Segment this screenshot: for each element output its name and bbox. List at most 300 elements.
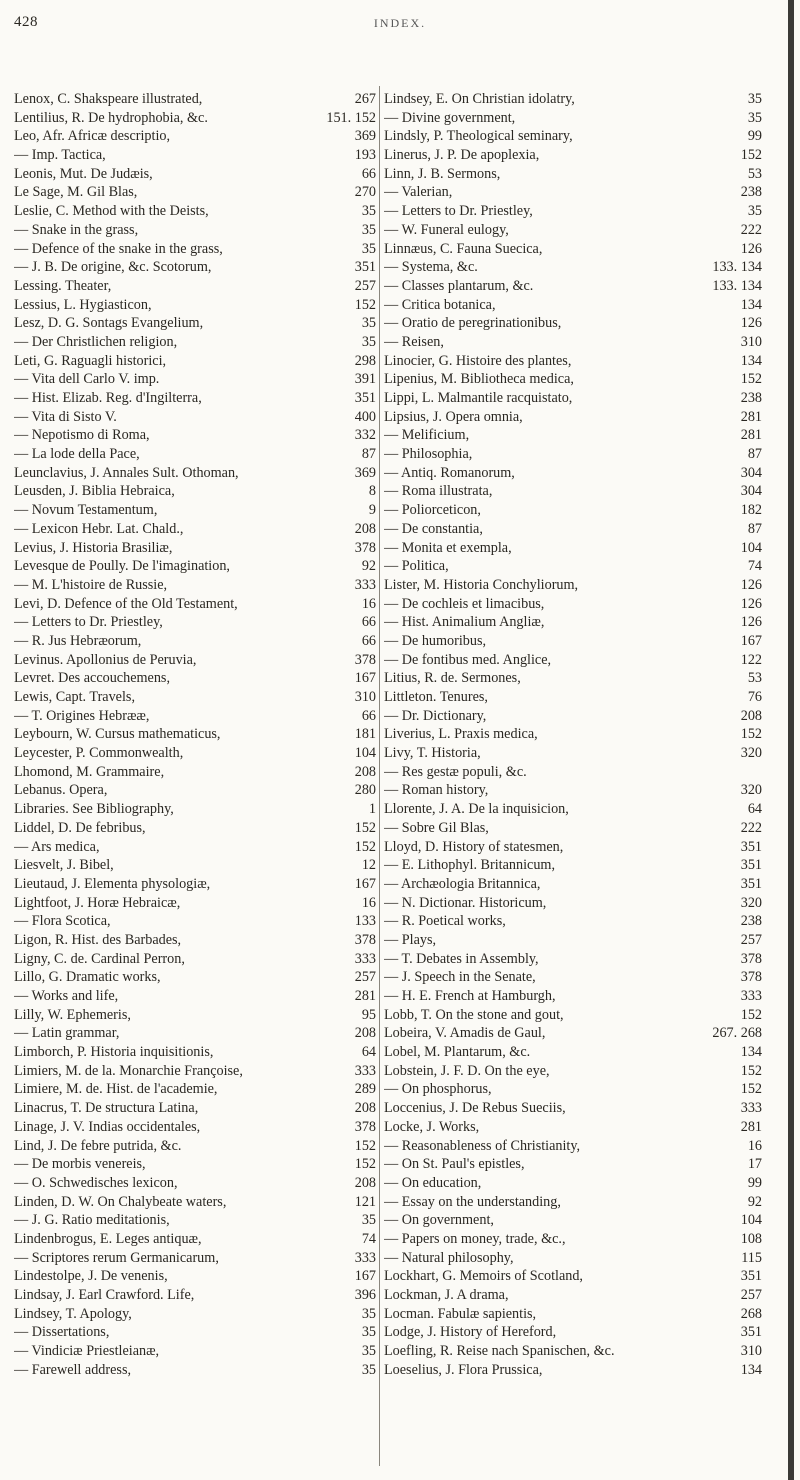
entry-page: 208 — [740, 707, 762, 724]
entry-page: 66 — [361, 165, 376, 182]
entry-text: — De morbis venereis, — [14, 1156, 146, 1173]
entry-page: 134 — [740, 1361, 762, 1378]
index-entry — [14, 501, 376, 520]
entry-text: Lentilius, R. De hydrophobia, &c. — [14, 109, 208, 126]
entry-text: — E. Lithophyl. Britannicum, — [384, 857, 556, 874]
entry-page: 35 — [747, 91, 762, 107]
entry-page: 208 — [354, 520, 376, 537]
index-entry — [14, 613, 376, 632]
entry-page: 193 — [354, 147, 376, 164]
index-entry — [384, 651, 762, 670]
index-entry — [384, 90, 762, 109]
entry-page: 126 — [740, 614, 762, 631]
entry-page: 281 — [740, 427, 762, 444]
entry-text: Leybourn, W. Cursus mathematicus, — [14, 726, 221, 743]
index-entry — [384, 987, 762, 1006]
entry-text: — M. L'histoire de Russie, — [14, 576, 168, 593]
entry-text: Linage, J. V. Indias occidentales, — [14, 1118, 201, 1135]
entry-page: 74 — [361, 1230, 376, 1247]
index-entry — [14, 763, 376, 782]
entry-page: 134 — [740, 296, 762, 313]
entry-text: Leunclavius, J. Annales Sult. Othoman, — [14, 464, 239, 481]
entry-text: Loefling, R. Reise nach Spanischen, &c. — [384, 1343, 615, 1360]
index-entry — [14, 1361, 376, 1380]
entry-text: Levi, D. Defence of the Old Testament, — [14, 595, 238, 612]
index-entry — [14, 968, 376, 987]
entry-page: 53 — [747, 670, 762, 687]
entry-text: — Works and life, — [14, 988, 119, 1004]
entry-page: 35 — [361, 221, 376, 238]
index-entry — [384, 296, 762, 315]
index-entry — [14, 426, 376, 445]
entry-page: 238 — [740, 913, 762, 930]
entry-page: 333 — [354, 1249, 376, 1266]
entry-page: 369 — [354, 128, 376, 145]
index-entry — [384, 1305, 762, 1324]
entry-text: — T. Origines Hebrææ, — [14, 707, 150, 724]
entry-text: — Philosophia, — [384, 446, 473, 463]
index-entry — [14, 1342, 376, 1361]
index-entry — [384, 1006, 762, 1025]
entry-page: 351 — [740, 857, 762, 874]
entry-text: Liddel, D. De febribus, — [14, 819, 146, 836]
entry-text: Leonis, Mut. De Judæis, — [14, 165, 153, 182]
entry-text: — Vita di Sisto V. — [14, 408, 117, 425]
index-entry — [384, 333, 762, 352]
entry-text: Llorente, J. A. De la inquisicion, — [384, 801, 569, 818]
entry-page: 64 — [747, 801, 762, 818]
entry-page: 133 — [354, 913, 376, 930]
entry-page: 104 — [354, 745, 376, 762]
index-entry — [14, 258, 376, 277]
entry-page: 126 — [740, 315, 762, 332]
entry-text: — Classes plantarum, &c. — [384, 277, 534, 294]
entry-page: 152 — [740, 147, 762, 164]
entry-text: Libraries. See Bibliography, — [14, 801, 174, 818]
entry-text: Locman. Fabulæ sapientis, — [384, 1305, 537, 1322]
entry-text: Locke, J. Works, — [384, 1118, 480, 1135]
entry-text: Ligon, R. Hist. des Barbades, — [14, 931, 182, 948]
index-entry — [14, 482, 376, 501]
entry-page: 122 — [740, 651, 762, 668]
entry-page: 238 — [740, 390, 762, 406]
entry-page: 333 — [354, 1062, 376, 1079]
entry-text: — J. G. Ratio meditationis, — [14, 1212, 170, 1229]
entry-text: — R. Poetical works, — [384, 913, 506, 930]
entry-text: — On St. Paul's epistles, — [384, 1156, 525, 1173]
index-entry — [384, 1211, 762, 1230]
entry-text: — Politica, — [384, 558, 449, 575]
entry-page: 152 — [354, 1156, 376, 1173]
index-entry — [14, 1211, 376, 1230]
entry-page: 320 — [740, 782, 762, 799]
entry-text: Lewis, Capt. Travels, — [14, 689, 135, 705]
index-entry — [384, 277, 762, 296]
index-entry — [384, 725, 762, 744]
index-entry — [384, 1267, 762, 1286]
entry-text: — Critica botanica, — [384, 296, 496, 313]
entry-page: 208 — [354, 763, 376, 780]
entry-text: — Roma illustrata, — [384, 483, 493, 500]
running-head: INDEX. — [373, 16, 427, 30]
entry-text: Linden, D. W. On Chalybeate waters, — [14, 1193, 227, 1210]
entry-page: 378 — [740, 950, 762, 967]
entry-text: — On phosphorus, — [384, 1081, 492, 1098]
entry-text: Lister, M. Historia Conchyliorum, — [384, 576, 579, 593]
entry-page: 396 — [354, 1287, 376, 1303]
entry-text: Lilly, W. Ephemeris, — [14, 1006, 131, 1023]
entry-text: Lindsly, P. Theological seminary, — [384, 128, 573, 145]
entry-page: 35 — [747, 203, 762, 220]
index-entry — [14, 127, 376, 146]
entry-text: Lillo, G. Dramatic works, — [14, 969, 161, 986]
entry-page: 17 — [747, 1156, 762, 1173]
entry-text: — Divine government, — [384, 109, 516, 126]
entry-page: 267 — [354, 91, 376, 107]
entry-text: — J. B. De origine, &c. Scotorum, — [14, 259, 212, 276]
index-entry — [384, 931, 762, 950]
index-entry — [384, 1155, 762, 1174]
index-entry — [14, 725, 376, 744]
entry-page: 268 — [740, 1305, 762, 1322]
entry-page: 289 — [354, 1081, 376, 1098]
entry-page: 16 — [361, 894, 376, 911]
index-entry — [384, 1118, 762, 1137]
entry-text: — De humoribus, — [384, 632, 487, 649]
entry-text: Loeselius, J. Flora Prussica, — [384, 1361, 543, 1378]
index-entry — [14, 370, 376, 389]
index-entry — [14, 1174, 376, 1193]
index-entry — [384, 781, 762, 800]
index-entry — [384, 127, 762, 146]
index-entry — [14, 1193, 376, 1212]
entry-page: 8 — [368, 483, 376, 500]
index-entry — [14, 240, 376, 259]
index-entry — [14, 819, 376, 838]
entry-page: 369 — [354, 464, 376, 481]
index-entry — [384, 501, 762, 520]
entry-text: Leslie, C. Method with the Deists, — [14, 203, 209, 220]
entry-text: Levius, J. Historia Brasiliæ, — [14, 539, 173, 556]
entry-text: — Lexicon Hebr. Lat. Chald., — [14, 520, 184, 537]
entry-page: 64 — [361, 1044, 376, 1061]
left-column — [14, 90, 376, 1379]
index-entry — [14, 1006, 376, 1025]
entry-text: — De constantia, — [384, 520, 483, 537]
entry-page: 35 — [361, 1361, 376, 1378]
index-entry — [384, 109, 762, 128]
index-entry — [384, 202, 762, 221]
index-entry — [14, 333, 376, 352]
index-entry — [384, 1230, 762, 1249]
entry-page: 151. 152 — [326, 109, 376, 126]
index-entry — [384, 1024, 762, 1043]
index-entry — [14, 669, 376, 688]
entry-page: 152 — [354, 296, 376, 313]
entry-page: 257 — [740, 1287, 762, 1303]
entry-text: Lindenbrogus, E. Leges antiquæ, — [14, 1230, 202, 1247]
entry-text: — Sobre Gil Blas, — [384, 819, 489, 836]
entry-text: — Vita dell Carlo V. imp. — [14, 371, 160, 388]
entry-text: — La lode della Pace, — [14, 446, 140, 463]
entry-page: 280 — [354, 782, 376, 799]
entry-page: 66 — [361, 632, 376, 649]
index-entry — [14, 912, 376, 931]
entry-text: — Monita et exempla, — [384, 539, 512, 556]
index-entry — [14, 950, 376, 969]
entry-text: Levret. Des accouchemens, — [14, 670, 170, 687]
entry-page: 400 — [354, 408, 376, 425]
index-entry — [14, 183, 376, 202]
entry-text: — Roman history, — [384, 782, 489, 799]
index-entry — [384, 707, 762, 726]
index-entry — [384, 389, 762, 408]
entry-page: 134 — [740, 1044, 762, 1061]
index-entry — [384, 426, 762, 445]
entry-page: 222 — [740, 221, 762, 238]
index-entry — [14, 856, 376, 875]
index-entry — [384, 146, 762, 165]
entry-page: 378 — [354, 651, 376, 668]
index-entry — [14, 875, 376, 894]
entry-text: — Oratio de peregrinationibus, — [384, 315, 562, 332]
index-entry — [384, 856, 762, 875]
index-entry — [384, 1137, 762, 1156]
index-entry — [14, 109, 376, 128]
entry-text: Leycester, P. Commonwealth, — [14, 745, 184, 762]
index-entry — [14, 1118, 376, 1137]
entry-text: — J. Speech in the Senate, — [384, 969, 536, 986]
entry-page: 351 — [740, 838, 762, 855]
entry-text: — On education, — [384, 1174, 482, 1191]
entry-text: — Res gestæ populi, &c. — [384, 763, 527, 780]
entry-text: Lipsius, J. Opera omnia, — [384, 408, 523, 425]
index-entry — [14, 296, 376, 315]
index-entry — [14, 632, 376, 651]
entry-page: 310 — [354, 689, 376, 705]
entry-text: Limiers, M. de la. Monarchie Françoise, — [14, 1062, 243, 1079]
entry-text: — On government, — [384, 1212, 494, 1229]
entry-text: — Papers on money, trade, &c., — [384, 1230, 566, 1247]
entry-text: Loccenius, J. De Rebus Sueciis, — [384, 1100, 566, 1117]
entry-page: 16 — [747, 1137, 762, 1154]
index-entry — [14, 165, 376, 184]
index-entry — [14, 707, 376, 726]
entry-page: 378 — [354, 539, 376, 556]
entry-page: 267. 268 — [712, 1025, 762, 1042]
entry-page: 76 — [747, 689, 762, 705]
page-number: 428 — [14, 14, 38, 30]
entry-page: 333 — [740, 1100, 762, 1117]
entry-text: — Poliorceticon, — [384, 502, 481, 519]
entry-text: Le Sage, M. Gil Blas, — [14, 184, 138, 201]
entry-text: Livy, T. Historia, — [384, 745, 481, 762]
entry-page: 99 — [747, 128, 762, 145]
entry-text: — Der Christlichen religion, — [14, 333, 178, 350]
index-entry — [384, 258, 762, 277]
entry-text: — Letters to Dr. Priestley, — [384, 203, 533, 220]
entry-text: Linnæus, C. Fauna Suecica, — [384, 240, 543, 257]
entry-text: — R. Jus Hebræorum, — [14, 632, 142, 649]
entry-text: Lindsey, T. Apology, — [14, 1305, 132, 1322]
entry-text: — W. Funeral eulogy, — [384, 221, 509, 238]
entry-text: Linocier, G. Histoire des plantes, — [384, 352, 572, 369]
entry-text: Litius, R. de. Sermones, — [384, 670, 521, 687]
entry-page: 92 — [361, 558, 376, 575]
entry-page: 35 — [361, 203, 376, 220]
entry-page: 152 — [740, 726, 762, 743]
entry-page: 333 — [740, 988, 762, 1004]
index-entry — [384, 183, 762, 202]
index-entry — [384, 1099, 762, 1118]
entry-text: Lockhart, G. Memoirs of Scotland, — [384, 1268, 583, 1285]
index-entry — [384, 800, 762, 819]
index-entry — [384, 1043, 762, 1062]
index-entry — [384, 875, 762, 894]
entry-page: 304 — [740, 483, 762, 500]
entry-page: 167 — [740, 632, 762, 649]
entry-text: — Hist. Elizab. Reg. d'Ingilterra, — [14, 390, 202, 406]
index-entry — [14, 408, 376, 427]
index-entry — [384, 688, 762, 707]
index-entry — [14, 800, 376, 819]
entry-page: 74 — [747, 558, 762, 575]
entry-text: — Reisen, — [384, 333, 444, 350]
entry-page: 35 — [361, 1324, 376, 1341]
entry-text: Liesvelt, J. Bibel, — [14, 857, 114, 874]
entry-text: Levinus. Apollonius de Peruvia, — [14, 651, 197, 668]
entry-text: — O. Schwedisches lexicon, — [14, 1174, 178, 1191]
index-entry — [384, 464, 762, 483]
right-column — [384, 90, 762, 1379]
entry-page: 351 — [740, 1324, 762, 1341]
index-entry — [384, 576, 762, 595]
index-entry — [14, 520, 376, 539]
entry-page: 332 — [354, 427, 376, 444]
entry-page: 257 — [354, 277, 376, 294]
entry-page: 378 — [354, 1118, 376, 1135]
entry-page: 281 — [740, 408, 762, 425]
index-entry — [384, 669, 762, 688]
index-entry — [384, 314, 762, 333]
page-edge-shadow — [788, 0, 794, 1480]
column-divider — [379, 86, 380, 1466]
entry-page: 104 — [740, 539, 762, 556]
index-entry — [384, 1080, 762, 1099]
entry-text: — Plays, — [384, 931, 437, 948]
index-entry — [14, 389, 376, 408]
entry-text: — Antiq. Romanorum, — [384, 464, 515, 481]
entry-page: 391 — [354, 371, 376, 388]
entry-text: — Flora Scotica, — [14, 913, 111, 930]
entry-page: 35 — [361, 1212, 376, 1229]
entry-page: 208 — [354, 1174, 376, 1191]
entry-page: 126 — [740, 576, 762, 593]
entry-page: 35 — [361, 333, 376, 350]
entry-text: Lind, J. De febre putrida, &c. — [14, 1137, 182, 1154]
entry-text: — De cochleis et limacibus, — [384, 595, 545, 612]
entry-page: 281 — [354, 988, 376, 1004]
entry-text: — Latin grammar, — [14, 1025, 120, 1042]
entry-page: 99 — [747, 1174, 762, 1191]
entry-text: Ligny, C. de. Cardinal Perron, — [14, 950, 185, 967]
index-entry — [384, 894, 762, 913]
entry-page: 95 — [361, 1006, 376, 1023]
index-entry — [384, 1193, 762, 1212]
index-entry — [14, 1043, 376, 1062]
index-entry — [14, 1305, 376, 1324]
index-entry — [384, 613, 762, 632]
entry-page: 35 — [361, 1343, 376, 1360]
index-entry — [384, 1062, 762, 1081]
entry-text: Lindestolpe, J. De venenis, — [14, 1268, 168, 1285]
index-entry — [384, 1249, 762, 1268]
index-entry — [14, 1155, 376, 1174]
entry-text: — H. E. French at Hamburgh, — [384, 988, 556, 1004]
entry-text: Lodge, J. History of Hereford, — [384, 1324, 557, 1341]
index-entry — [14, 651, 376, 670]
entry-page: 208 — [354, 1025, 376, 1042]
entry-page: 16 — [361, 595, 376, 612]
entry-text: — Archæologia Britannica, — [384, 875, 541, 892]
index-entry — [384, 838, 762, 857]
index-entry — [14, 1249, 376, 1268]
entry-text: — Hist. Animalium Angliæ, — [384, 614, 545, 631]
entry-text: — Melificium, — [384, 427, 470, 444]
entry-text: — Dr. Dictionary, — [384, 707, 487, 724]
entry-text: Levesque de Poully. De l'imagination, — [14, 558, 230, 575]
index-entry — [384, 352, 762, 371]
entry-text: Linn, J. B. Sermons, — [384, 165, 501, 182]
index-entry — [14, 595, 376, 614]
entry-text: — Scriptores rerum Germanicarum, — [14, 1249, 219, 1266]
index-entry — [14, 1099, 376, 1118]
entry-page: 167 — [354, 1268, 376, 1285]
entry-text: — Systema, &c. — [384, 259, 478, 276]
index-entry — [14, 202, 376, 221]
entry-text: — Valerian, — [384, 184, 453, 201]
entry-text: Lobeira, V. Amadis de Gaul, — [384, 1025, 546, 1042]
index-entry — [14, 1137, 376, 1156]
entry-page: 133. 134 — [712, 259, 762, 276]
entry-page: 320 — [740, 894, 762, 911]
index-entry — [14, 464, 376, 483]
entry-text: — Ars medica, — [14, 838, 100, 855]
index-entry — [14, 894, 376, 913]
entry-text: Lindsay, J. Earl Crawford. Life, — [14, 1287, 195, 1303]
entry-text: Lindsey, E. On Christian idolatry, — [384, 91, 575, 107]
entry-text: Lieutaud, J. Elementa physologiæ, — [14, 875, 211, 892]
index-entry — [384, 1174, 762, 1193]
index-entry — [14, 1286, 376, 1305]
entry-page: 126 — [740, 240, 762, 257]
index-entry — [384, 370, 762, 389]
index-entry — [384, 912, 762, 931]
entry-text: — Reasonableness of Christianity, — [384, 1137, 581, 1154]
entry-text: Lipenius, M. Bibliotheca medica, — [384, 371, 574, 388]
entry-page: 351 — [740, 1268, 762, 1285]
entry-text: — Nepotismo di Roma, — [14, 427, 150, 444]
index-entry — [14, 352, 376, 371]
entry-page: 298 — [354, 352, 376, 369]
index-entry — [14, 221, 376, 240]
entry-page: 333 — [354, 950, 376, 967]
entry-page: 133. 134 — [712, 277, 762, 294]
entry-text: Lesz, D. G. Sontags Evangelium, — [14, 315, 204, 332]
index-entry — [384, 968, 762, 987]
index-entry — [384, 482, 762, 501]
entry-text: — Vindiciæ Priestleianæ, — [14, 1343, 160, 1360]
